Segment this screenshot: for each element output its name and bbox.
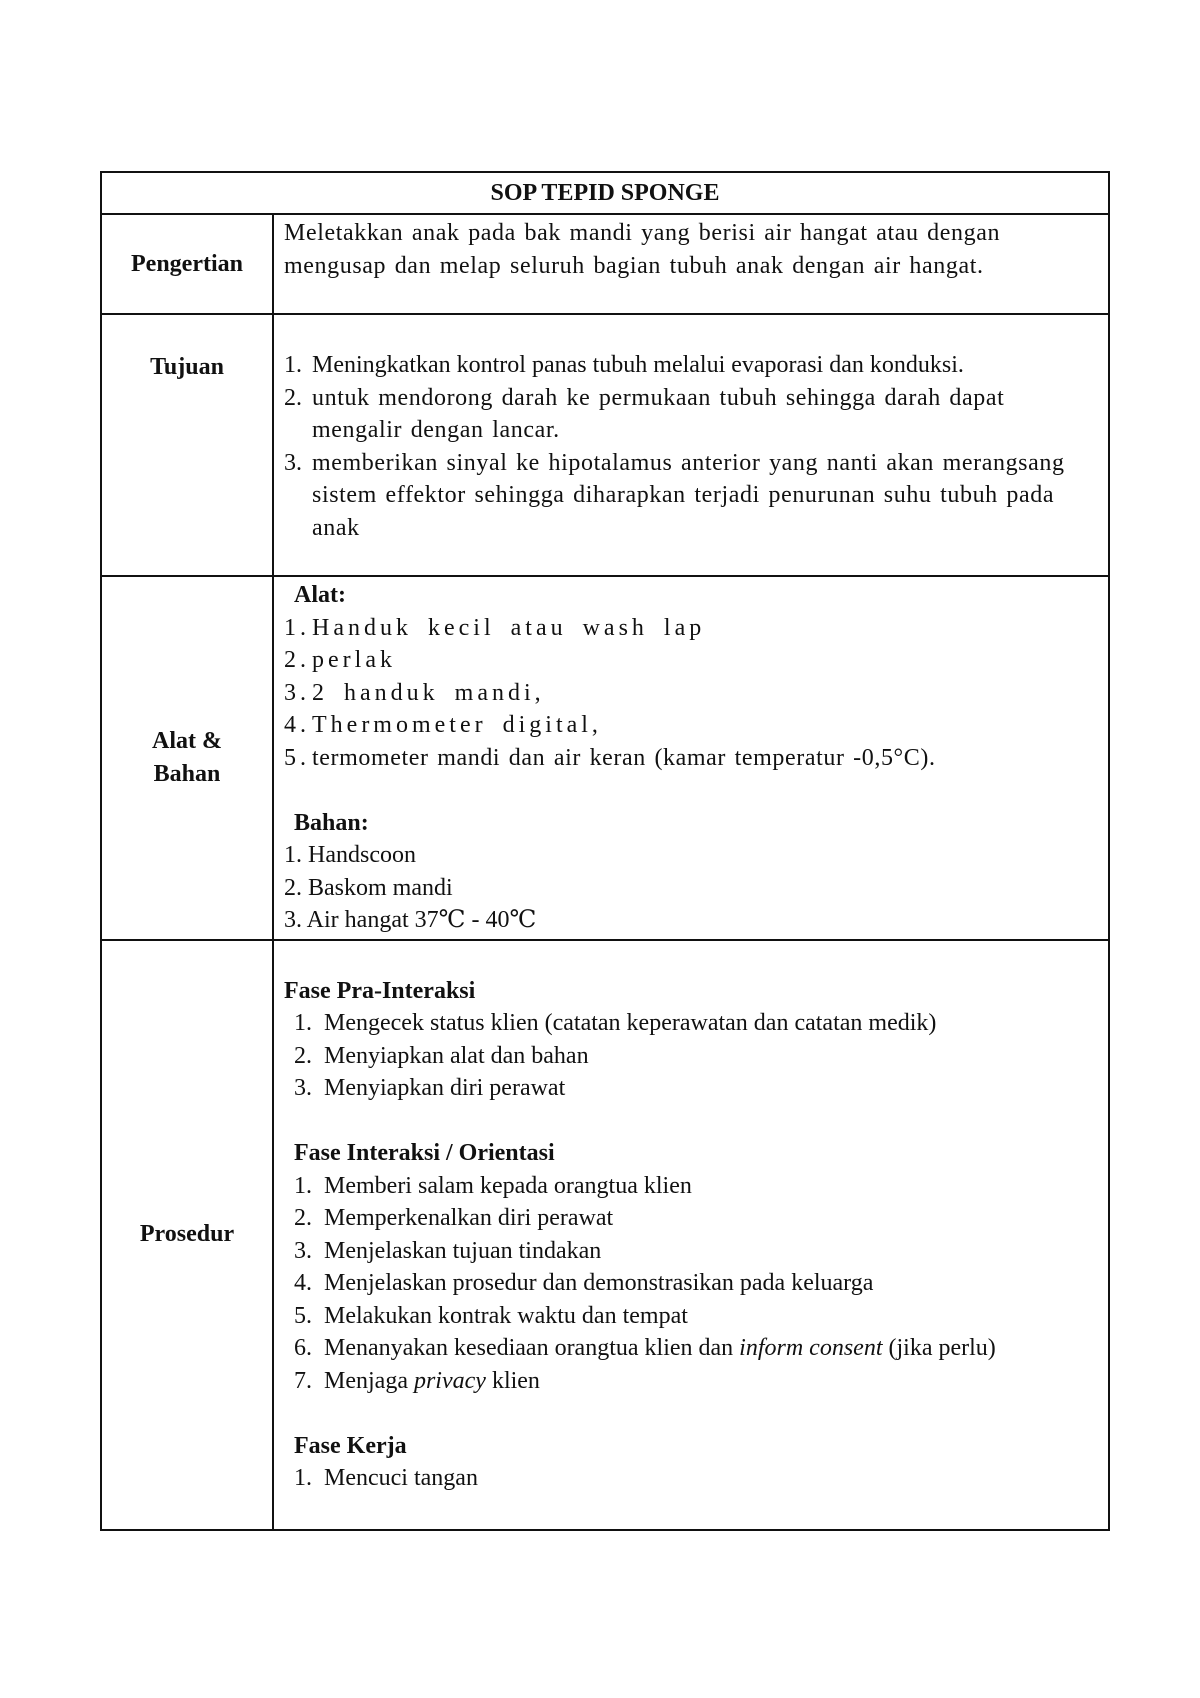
prosedur-label: Prosedur xyxy=(101,940,273,1530)
orientasi-heading: Fase Interaksi / Orientasi xyxy=(294,1140,555,1166)
pra-interaksi-list xyxy=(284,1007,1098,1105)
spacer xyxy=(284,1397,1098,1430)
list-item xyxy=(284,1007,1098,1040)
list-item xyxy=(284,644,1098,677)
item-text: Memberi salam kepada orangtua klien xyxy=(324,1172,692,1199)
list-item xyxy=(284,349,1098,382)
pengertian-label: Pengertian xyxy=(101,214,273,314)
item-number: 3. xyxy=(294,1237,312,1264)
list-item xyxy=(284,1300,1098,1333)
item-number: 1. xyxy=(294,1172,312,1199)
list-item xyxy=(284,1332,1098,1365)
item-text: Mencuci tangan xyxy=(324,1465,478,1491)
item-text: Menyiapkan alat dan bahan xyxy=(324,1042,589,1069)
item-number: 4. xyxy=(294,1270,312,1296)
kerja-heading: Fase Kerja xyxy=(294,1432,407,1459)
pengertian-row xyxy=(101,214,1109,314)
kerja-list xyxy=(284,1462,1098,1495)
alat-bahan-row xyxy=(101,576,1109,940)
item-number: 3. xyxy=(294,1075,312,1101)
list-item xyxy=(284,1202,1098,1235)
item-number: 1. xyxy=(284,614,310,641)
item-number: 7. xyxy=(294,1367,312,1394)
bahan-heading: Bahan: xyxy=(294,809,369,836)
orientasi-list xyxy=(284,1170,1098,1398)
item-text: 2 handuk mandi, xyxy=(312,679,545,706)
item-text: memberikan sinyal ke hipotalamus anterior yang nanti akan merangsang sistem effektor sehingga diharapkan terjadi penurunan suhu tubuh pada anak xyxy=(312,449,1065,541)
bahan-item: 3. Air hangat 37℃ - 40℃ xyxy=(284,907,537,933)
item-text-part: Menanyakan kesediaan orangtua klien dan xyxy=(324,1335,740,1361)
tujuan-content xyxy=(273,314,1109,576)
alat-bahan-content xyxy=(273,576,1109,940)
italic-term: privacy xyxy=(413,1367,486,1394)
item-text: Handuk kecil atau wash lap xyxy=(312,614,706,641)
title-row xyxy=(101,172,1109,214)
item-number: 1. xyxy=(284,352,302,378)
item-text-part: (jika perlu) xyxy=(882,1335,996,1361)
list-item xyxy=(284,1040,1098,1073)
item-text xyxy=(324,1365,1098,1398)
italic-term: inform consent xyxy=(739,1335,883,1361)
item-number: 3. xyxy=(284,679,310,706)
spacer xyxy=(284,774,1098,807)
prosedur-content xyxy=(273,940,1109,1530)
item-text: untuk mendorong darah ke permukaan tubuh sehingga darah dapat mengalir dengan lancar. xyxy=(312,384,1005,443)
item-text: Menjelaskan tujuan tindakan xyxy=(324,1237,602,1264)
item-number: 2. xyxy=(284,384,302,411)
item-text: Menjelaskan prosedur dan demonstrasikan pada keluarga xyxy=(324,1270,874,1296)
document-title: SOP TEPID SPONGE xyxy=(101,172,1109,214)
pengertian-text: Meletakkan anak pada bak mandi yang berisi air hangat atau dengan mengusap dan melap seluruh bagian tubuh anak dengan air hangat. xyxy=(273,214,1109,314)
list-item xyxy=(284,1365,1098,1398)
item-text: termometer mandi dan air keran (kamar temperatur -0,5°C). xyxy=(312,744,936,771)
list-item xyxy=(284,382,1098,447)
item-number: 1. xyxy=(294,1465,312,1491)
item-number: 5. xyxy=(284,744,310,771)
prosedur-row xyxy=(101,940,1109,1530)
alat-bahan-label xyxy=(101,576,273,940)
list-item xyxy=(284,447,1098,545)
item-text: perlak xyxy=(312,647,396,673)
list-item xyxy=(284,1235,1098,1268)
tujuan-label: Tujuan xyxy=(101,314,273,576)
pra-interaksi-heading: Fase Pra-Interaksi xyxy=(284,977,476,1004)
item-number: 1. xyxy=(294,1010,312,1036)
item-text: Memperkenalkan diri perawat xyxy=(324,1205,614,1231)
list-item xyxy=(284,677,1098,710)
item-text xyxy=(324,1332,1098,1365)
list-item xyxy=(284,612,1098,645)
item-number: 2. xyxy=(294,1042,312,1069)
tujuan-list xyxy=(284,349,1098,544)
bahan-item: 1. Handscoon xyxy=(284,842,416,868)
alat-bahan-label-line1: Alat & xyxy=(152,728,222,755)
alat-bahan-label-line2: Bahan xyxy=(153,760,221,787)
item-number: 5. xyxy=(294,1302,312,1329)
item-text: Melakukan kontrak waktu dan tempat xyxy=(324,1302,688,1329)
item-number: 6. xyxy=(294,1335,312,1361)
list-item xyxy=(284,742,1098,775)
list-item xyxy=(284,1170,1098,1203)
sop-table xyxy=(100,171,1110,1531)
bahan-item: 2. Baskom mandi xyxy=(284,874,453,901)
item-text: Thermometer digital, xyxy=(312,712,602,738)
item-number: 2. xyxy=(284,647,310,673)
item-text: Meningkatkan kontrol panas tubuh melalui evaporasi dan konduksi. xyxy=(312,352,964,378)
alat-list xyxy=(284,612,1098,775)
item-number: 2. xyxy=(294,1205,312,1231)
list-item xyxy=(284,709,1098,742)
item-text: Menyiapkan diri perawat xyxy=(324,1075,566,1101)
item-number: 4. xyxy=(284,712,310,738)
list-item xyxy=(284,1267,1098,1300)
spacer xyxy=(284,1105,1098,1138)
alat-heading: Alat: xyxy=(294,582,346,608)
list-item xyxy=(284,1072,1098,1105)
item-text-part: klien xyxy=(485,1367,540,1394)
item-text: Mengecek status klien (catatan keperawatan dan catatan medik) xyxy=(324,1010,937,1036)
tujuan-row xyxy=(101,314,1109,576)
item-text-part: Menjaga xyxy=(324,1367,414,1394)
item-number: 3. xyxy=(284,449,302,476)
list-item xyxy=(284,1462,1098,1495)
